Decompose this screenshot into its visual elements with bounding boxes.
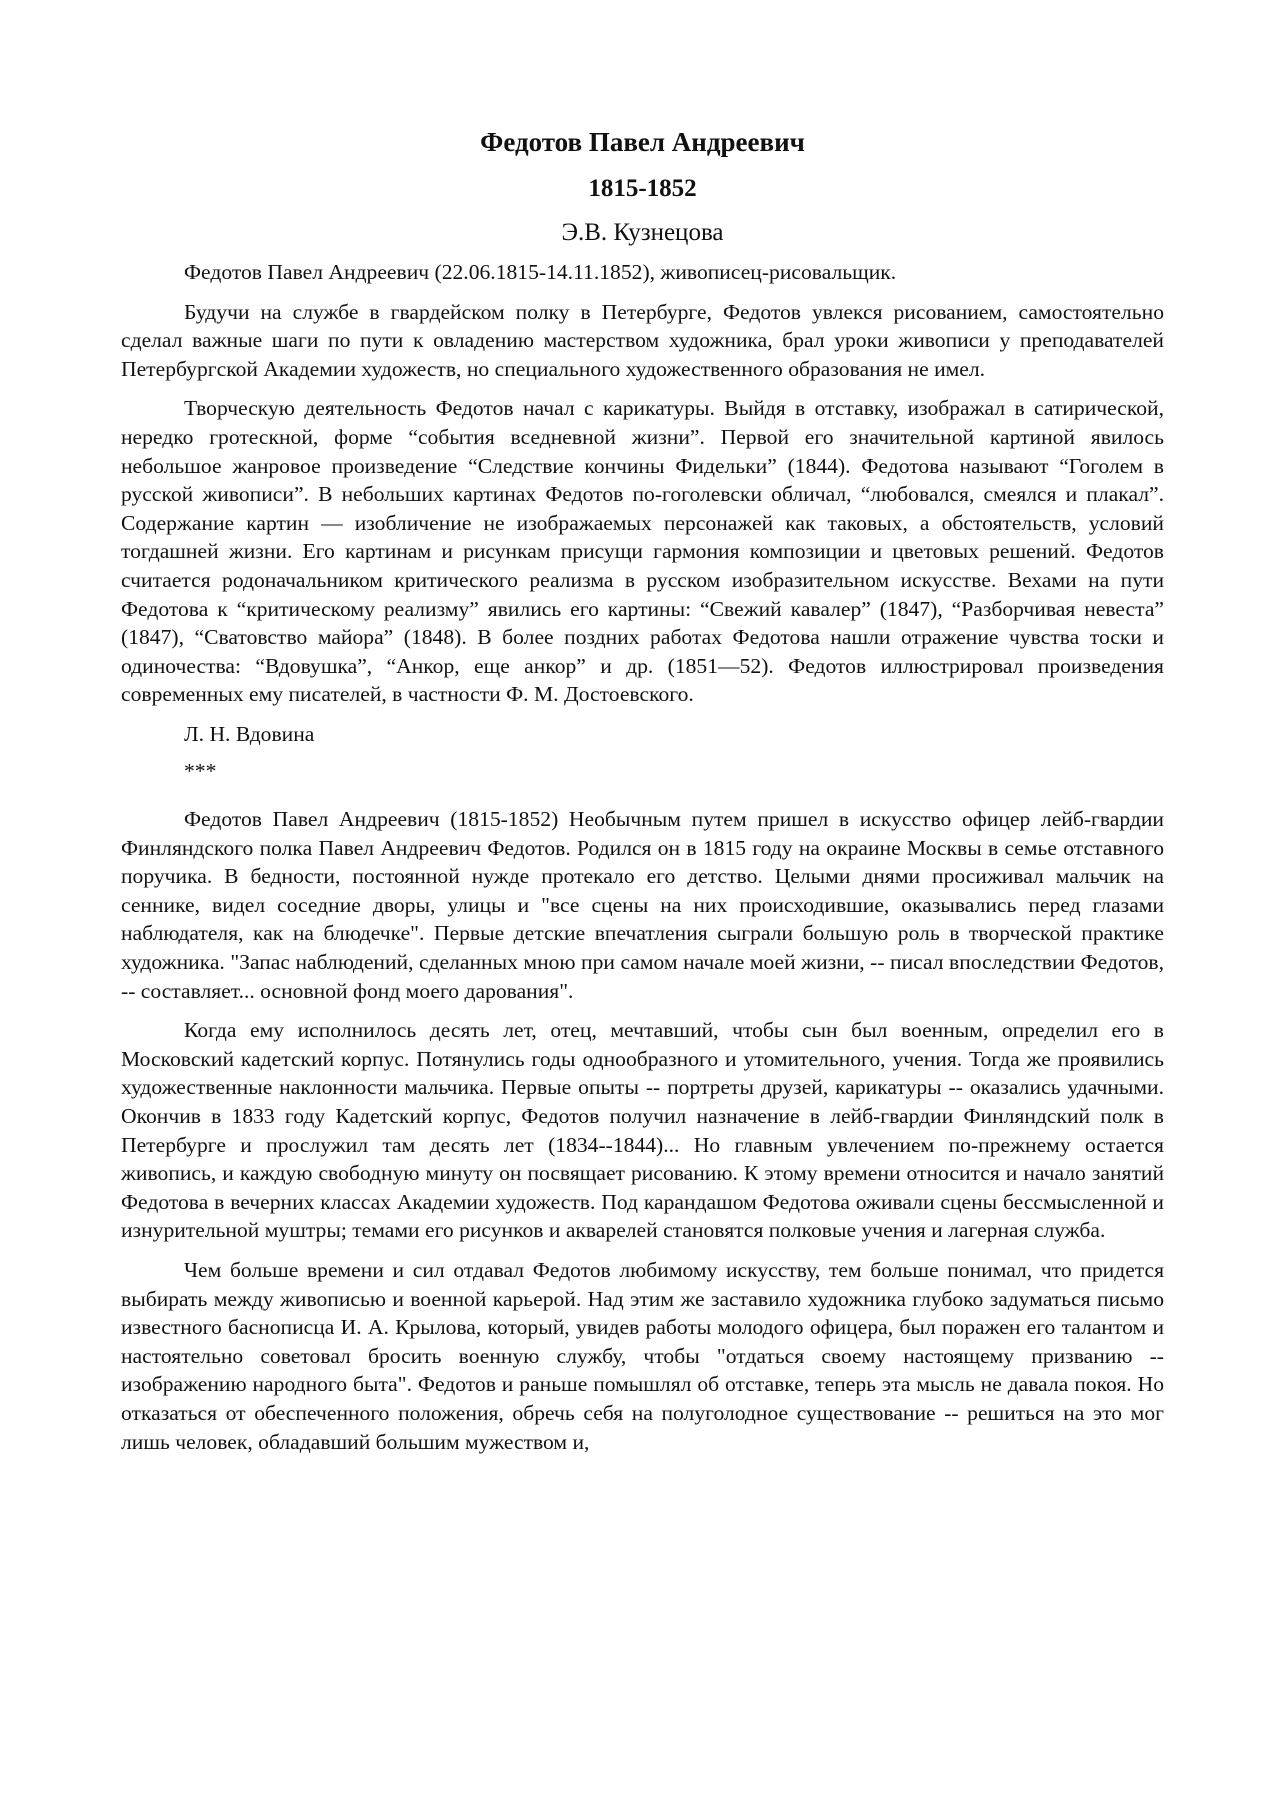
body-paragraph: Творческую деятельность Федотов начал с карикатуры. Выйдя в отставку, изображал в сатирической, нередко гротескной, форме “события вседневной жизни”. Первой его значительной картиной явилось небольшое жанровое произведение “Следствие кончины Фидельки” (1844). Федотова называют “Гоголем в русской живописи”. В небольших картинах Федотов по-гоголевски обличал, “любовался, смеялся и плакал”. Содержание картин — изобличение не изображаемых персонажей как таковых, а обстоятельств, условий тогдашней жизни. Его картинам и рисункам присущи гармония композиции и цветовых решений. Федотов считается родоначальником критического реализма в русском изобразительном искусстве. Вехами на пути Федотова к “критическому реализму” явились его картины: “Свежий кавалер” (1847), “Разборчивая невеста” (1847), “Сватовство майора” (1848). В более поздних работах Федотова нашли отражение чувства тоски и одиночества: “Вдовушка”, “Анкор, еще анкор” и др. (1851—52). Федотов иллюстрировал произведения современных ему писателей, в частности Ф. М. Достоевского. xyxy=(121,396,1164,707)
life-dates: 1815-1852 xyxy=(588,175,697,202)
author-name: Э.В. Кузнецова xyxy=(561,219,724,246)
intro-paragraph: Федотов Павел Андреевич (22.06.1815-14.11.1852), живописец-рисовальщик. xyxy=(184,260,897,284)
signature: Л. Н. Вдовина xyxy=(184,721,315,746)
document-title: Федотов Павел Андреевич xyxy=(480,127,805,157)
section-separator: *** xyxy=(184,758,217,783)
body-paragraph: Чем больше времени и сил отдавал Федотов любимому искусству, тем больше понимал, что придется выбирать между живописью и военной карьерой. Над этим же заставило художника глубоко задуматься письмо известного баснописца И. А. Крылова, который, увидев работы молодого офицера, был поражен его талантом и настоятельно советовал бросить военную службу, чтобы "отдаться своему настоящему призванию -- изображению народного быта". Федотов и раньше помышлял об отставке, теперь эта мысль не давала покоя. Но отказаться от обеспеченного положения, обречь себя на полуголодное существование -- решиться на это мог лишь человек, обладавший большим мужеством и, xyxy=(121,1258,1164,1454)
document-page xyxy=(121,124,1164,1467)
body-paragraph: Будучи на службе в гвардейском полку в Петербурге, Федотов увлекся рисованием, самостоятельно сделал важные шаги по пути к овладению мастерством художника, брал уроки живописи у преподавателей Петербургской Академии художеств, но специального художественного образования не имел. xyxy=(121,299,1164,381)
body-paragraph: Когда ему исполнилось десять лет, отец, мечтавший, чтобы сын был военным, определил его в Московский кадетский корпус. Потянулись годы однообразного и утомительного, учения. Тогда же проявились художественные наклонности мальчика. Первые опыты -- портреты друзей, карикатуры -- оказались удачными. Окончив в 1833 году Кадетский корпус, Федотов получил назначение в лейб-гвардии Финляндский полк в Петербурге и прослужил там десять лет (1834--1844)... Но главным увлечением по-прежнему остается живопись, и каждую свободную минуту он посвящает рисованию. К этому времени относится и начало занятий Федотова в вечерних классах Академии художеств. Под карандашом Федотова оживали сцены бессмысленной и изнурительной муштры; темами его рисунков и акварелей становятся полковые учения и лагерная служба. xyxy=(121,1018,1164,1243)
body-paragraph: Федотов Павел Андреевич (1815-1852) Необычным путем пришел в искусство офицер лейб-гвардии Финляндского полка Павел Андреевич Федотов. Родился он в 1815 году на окраине Москвы в семье отставного поручика. В бедности, постоянной нужде протекало его детство. Целыми днями просиживал мальчик на сеннике, видел соседние дворы, улицы и "все сцены на них происходившие, оказывались перед глазами наблюдателя, как на блюдечке". Первые детские впечатления сыграли большую роль в творческой практике художника. "Запас наблюдений, сделанных мною при самом начале моей жизни, -- писал впоследствии Федотов, -- составляет... основной фонд моего дарования". xyxy=(121,807,1164,1003)
